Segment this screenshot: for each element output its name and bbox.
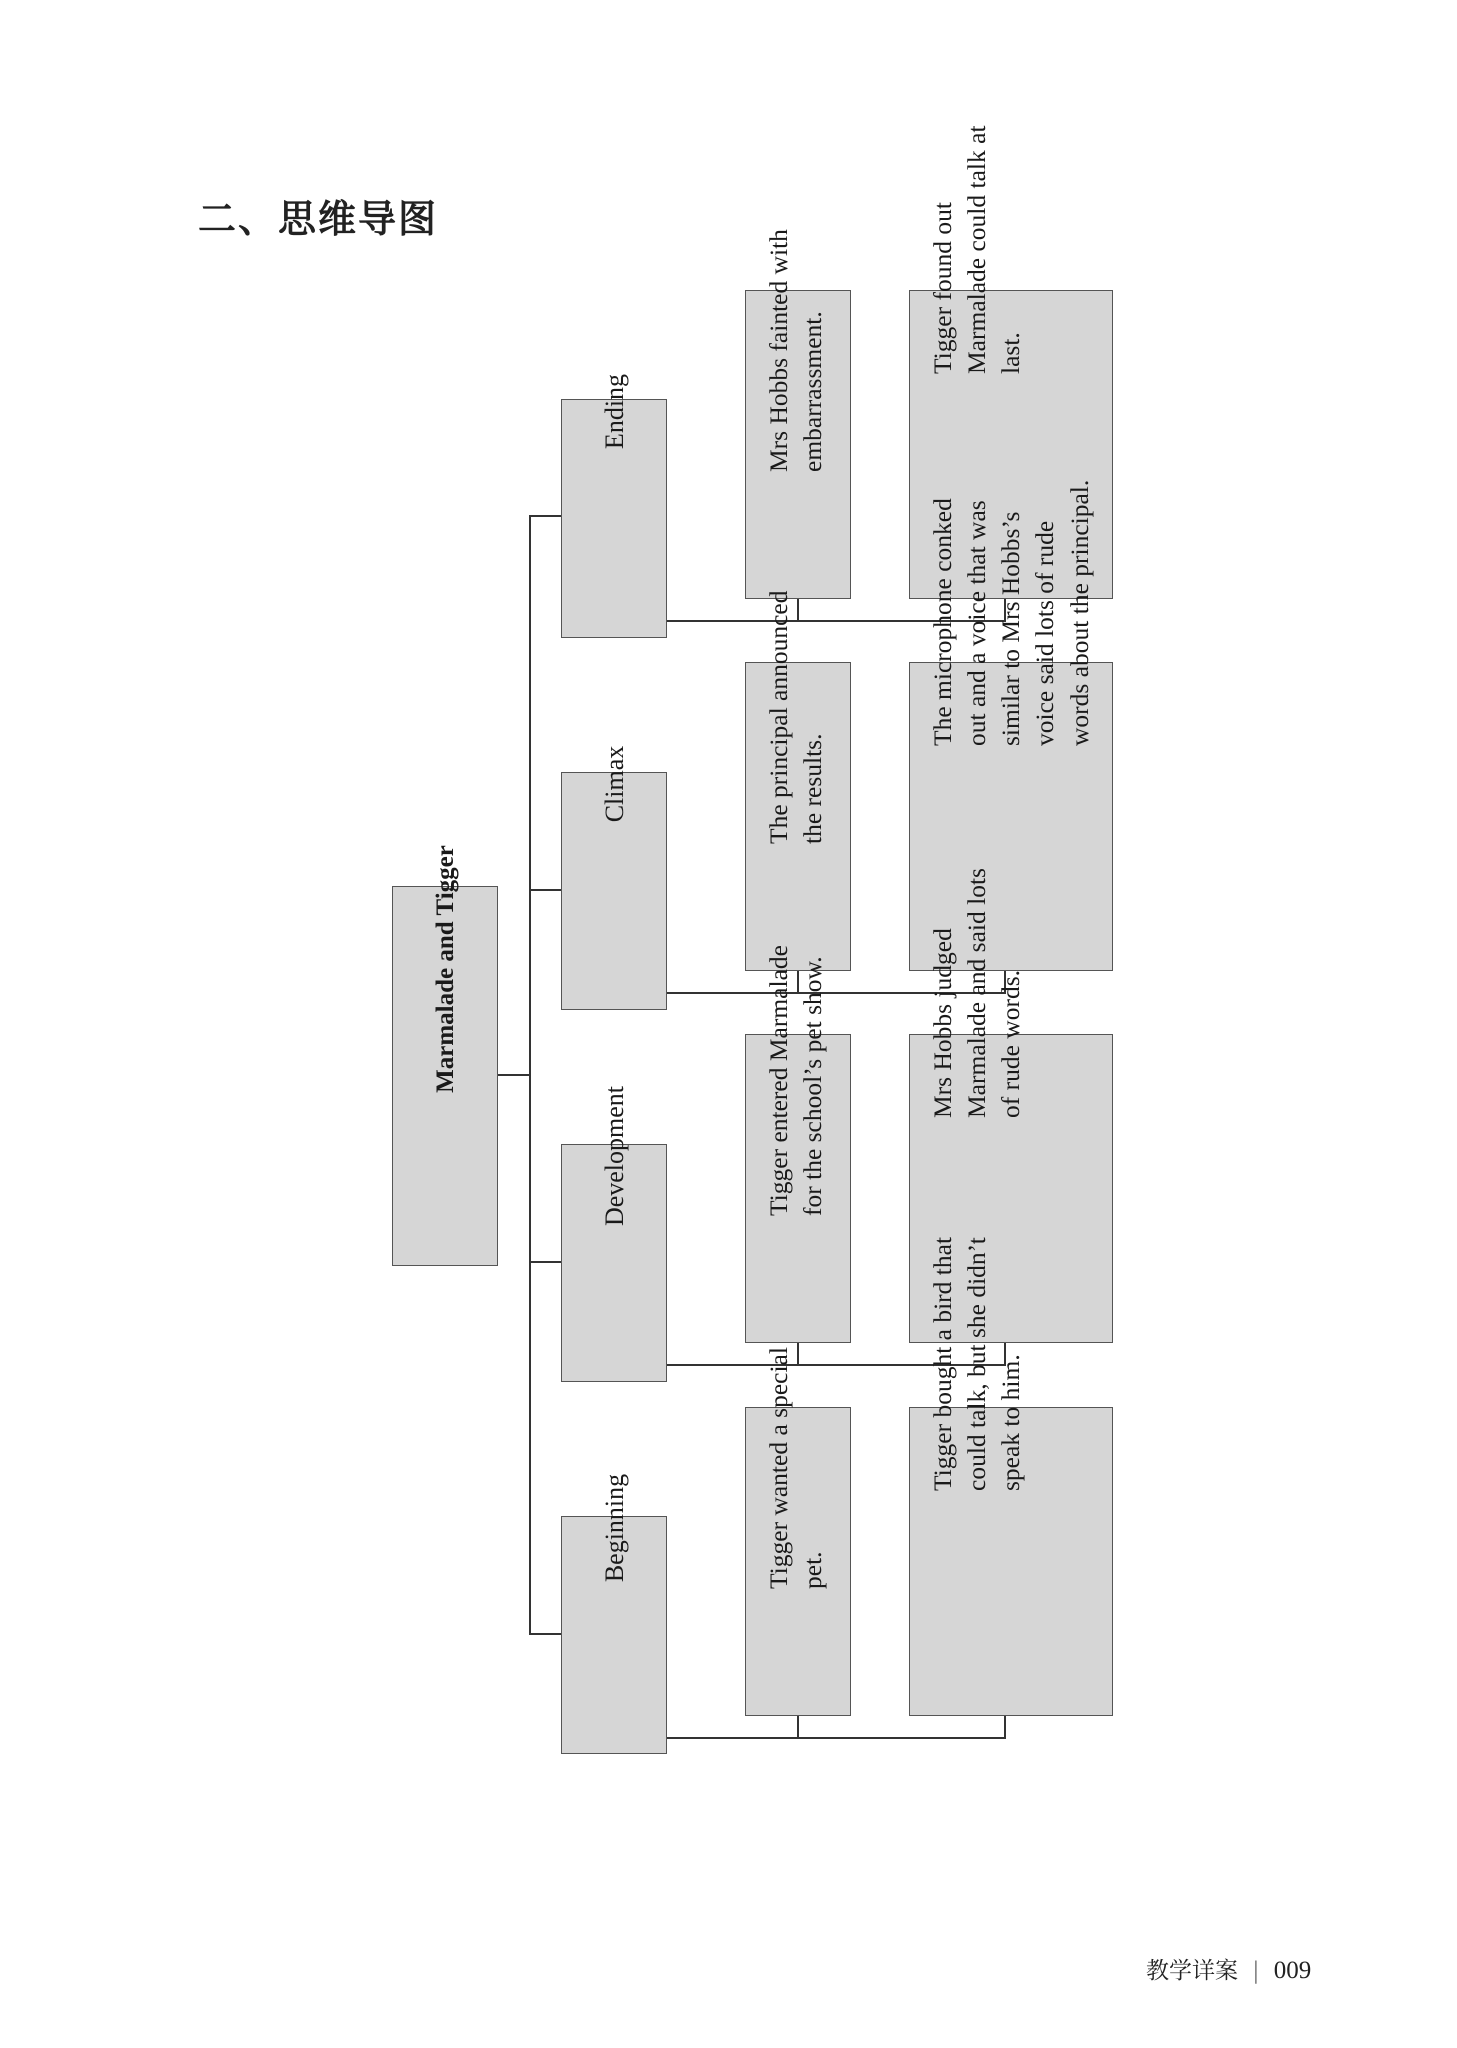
branch-climax: [529, 889, 562, 891]
event-text: Tigger wanted a special pet.: [764, 1347, 828, 1589]
event-text: Mrs Hobbs fainted with embarrassment.: [764, 229, 828, 472]
footer-divider: |: [1252, 1958, 1260, 1984]
phase-label-climax: Climax: [600, 745, 629, 823]
phase-label-beginning: Beginning: [600, 1473, 629, 1583]
root-node: [392, 845, 498, 1266]
branch-ending: [529, 515, 562, 517]
phase-node-ending: [561, 373, 667, 638]
page-number: 009: [1273, 1957, 1312, 1984]
event-text: The microphone conked out and a voice that was similar to Mrs Hobbs’s voice said lots of rude words about the principal.: [928, 479, 1094, 746]
phase-node-beginning: [561, 1473, 667, 1754]
branch-beginning: [529, 1633, 562, 1635]
phase-node-climax: [561, 745, 667, 1010]
event-text: Mrs Hobbs judged Marmalade and said lots of rude words.: [928, 868, 1026, 1118]
event-text: The principal announced the results.: [764, 590, 828, 844]
phase-label-development: Development: [600, 1085, 629, 1227]
branch-development: [529, 1261, 562, 1263]
event-node: [745, 1347, 851, 1716]
event-node: [745, 945, 851, 1343]
trunk-line: [529, 515, 531, 1635]
drop-beginning-2: [1004, 1715, 1006, 1738]
phase-node-development: [561, 1085, 667, 1382]
event-text: Tigger bought a bird that could talk, but she didn’t speak to him.: [928, 1236, 1026, 1491]
phase-label-ending: Ending: [600, 373, 629, 450]
drop-beginning-1: [797, 1715, 799, 1738]
event-text: Tigger found out Marmalade could talk at last.: [928, 125, 1026, 374]
book-label: 教学详案: [1146, 1958, 1238, 1984]
root-label: Marmalade and Tigger: [432, 845, 459, 1093]
bus-beginning: [666, 1737, 1006, 1739]
event-node: [745, 229, 851, 599]
event-text: Tigger entered Marmalade for the school’s pet show.: [764, 945, 828, 1216]
root-connector: [497, 1074, 530, 1076]
event-node: [909, 1236, 1113, 1716]
page-footer: [1146, 1952, 1311, 1985]
section-heading: 二、思维导图: [198, 197, 439, 241]
event-node: [745, 590, 851, 971]
